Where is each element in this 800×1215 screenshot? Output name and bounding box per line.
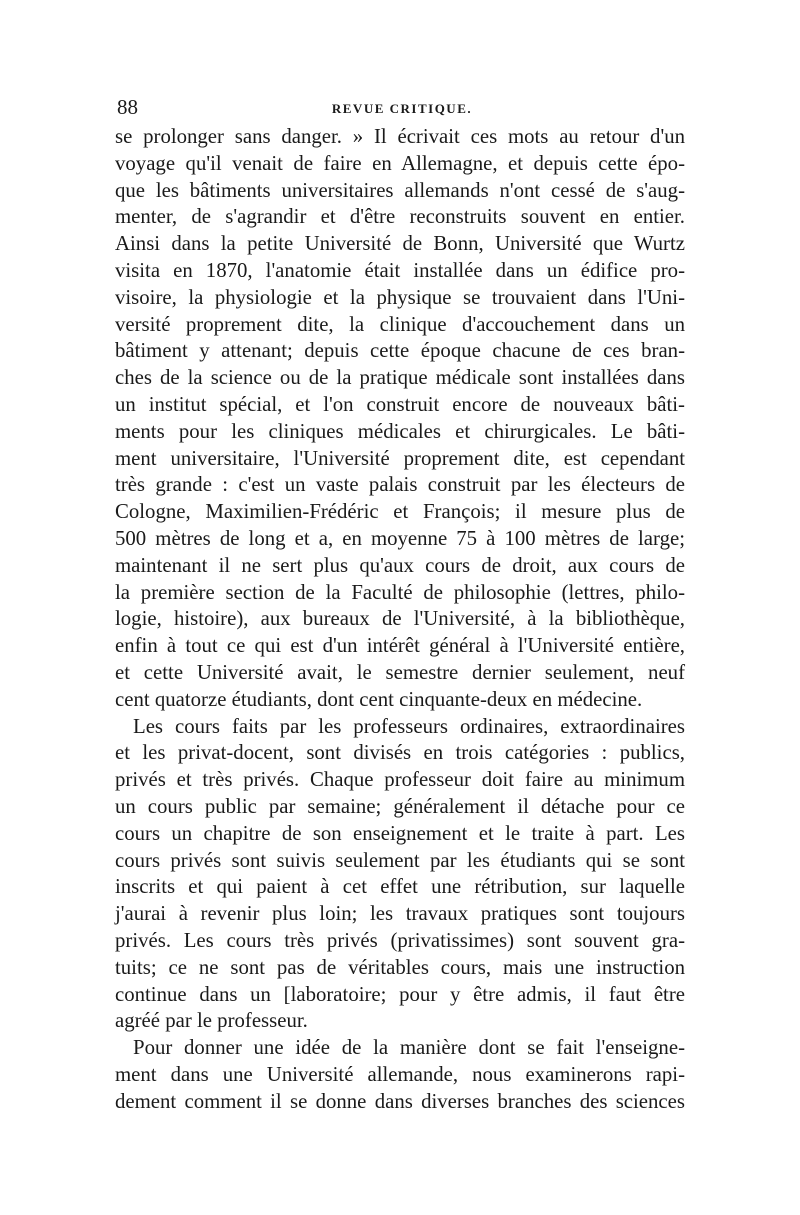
text-line: un cours public par semaine; généralement il détache pour ce xyxy=(115,794,685,818)
text-line: et cette Université avait, le semestre dernier seulement, neuf xyxy=(115,660,685,684)
text-line: continue dans un [laboratoire; pour y être admis, il faut être xyxy=(115,982,685,1006)
text-line: ment universitaire, l'Université proprement dite, est cependant xyxy=(115,446,685,470)
text-line: visoire, la physiologie et la physique se trouvaient dans l'Uni- xyxy=(115,285,685,309)
text-line: Les cours faits par les professeurs ordinaires, extraordinaires xyxy=(133,714,685,738)
body-text xyxy=(115,124,685,1115)
text-line: dement comment il se donne dans diverses branches des sciences xyxy=(115,1089,685,1113)
text-line: ches de la science ou de la pratique médicale sont installées dans xyxy=(115,366,685,390)
text-line: inscrits et qui paient à cet effet une rétribution, sur laquelle xyxy=(115,875,685,899)
text-line: logie, histoire), aux bureaux de l'Université, à la bibliothèque, xyxy=(115,607,685,631)
text-line: menter, de s'agrandir et d'être reconstruits souvent en entier. xyxy=(115,205,685,229)
running-title: REVUE CRITIQUE. xyxy=(331,101,473,116)
text-line: et les privat-docent, sont divisés en trois catégories : publics, xyxy=(115,741,685,765)
text-line: 500 mètres de long et a, en moyenne 75 à 100 mètres de large; xyxy=(115,526,685,550)
text-line: versité proprement dite, la clinique d'accouchement dans un xyxy=(115,312,685,336)
text-line: bâtiment y attenant; depuis cette époque chacune de ces bran- xyxy=(115,339,685,363)
text-line: se prolonger sans danger. » Il écrivait ces mots au retour d'un xyxy=(115,125,685,148)
text-line: Ainsi dans la petite Université de Bonn, Université que Wurtz xyxy=(115,232,685,256)
text-line: privés et très privés. Chaque professeur doit faire au minimum xyxy=(115,768,685,792)
text-line: que les bâtiments universitaires allemands n'ont cessé de s'aug- xyxy=(115,178,685,202)
text-line: cours un chapitre de son enseignement et le traite à part. Les xyxy=(115,821,685,845)
text-line: voyage qu'il venait de faire en Allemagne, et depuis cette épo- xyxy=(115,151,685,175)
text-line: la première section de la Faculté de philosophie (lettres, philo- xyxy=(115,580,685,604)
text-line: agréé par le professeur. xyxy=(115,1009,308,1033)
text-line: j'aurai à revenir plus loin; les travaux pratiques sont toujours xyxy=(115,902,685,926)
text-line: Pour donner une idée de la manière dont se fait l'enseigne- xyxy=(133,1036,685,1060)
text-line: ments pour les cliniques médicales et chirurgicales. Le bâti- xyxy=(115,419,685,443)
text-line: enfin à tout ce qui est d'un intérêt général à l'Université entière, xyxy=(115,634,685,658)
page-number: 88 xyxy=(117,95,138,119)
text-line: privés. Les cours très privés (privatissimes) sont souvent gra- xyxy=(115,928,685,952)
text-line: très grande : c'est un vaste palais construit par les électeurs de xyxy=(115,473,685,497)
text-line: ment dans une Université allemande, nous examinerons rapi- xyxy=(115,1062,685,1086)
text-line: cours privés sont suivis seulement par les étudiants qui se sont xyxy=(115,848,685,872)
text-line: tuits; ce ne sont pas de véritables cours, mais une instruction xyxy=(115,955,685,979)
paragraph-3 xyxy=(115,1035,685,1115)
paragraph-2 xyxy=(115,714,685,1036)
paragraph-1 xyxy=(115,124,685,714)
text-line: maintenant il ne sert plus qu'aux cours de droit, aux cours de xyxy=(115,553,685,577)
text-line: visita en 1870, l'anatomie était installée dans un édifice pro- xyxy=(115,258,685,282)
page-header xyxy=(117,92,687,122)
text-line: Cologne, Maximilien-Frédéric et François; il mesure plus de xyxy=(115,500,685,524)
text-line: un institut spécial, et l'on construit encore de nouveaux bâti- xyxy=(115,392,685,416)
text-line: cent quatorze étudiants, dont cent cinquante-deux en médecine. xyxy=(115,687,643,711)
